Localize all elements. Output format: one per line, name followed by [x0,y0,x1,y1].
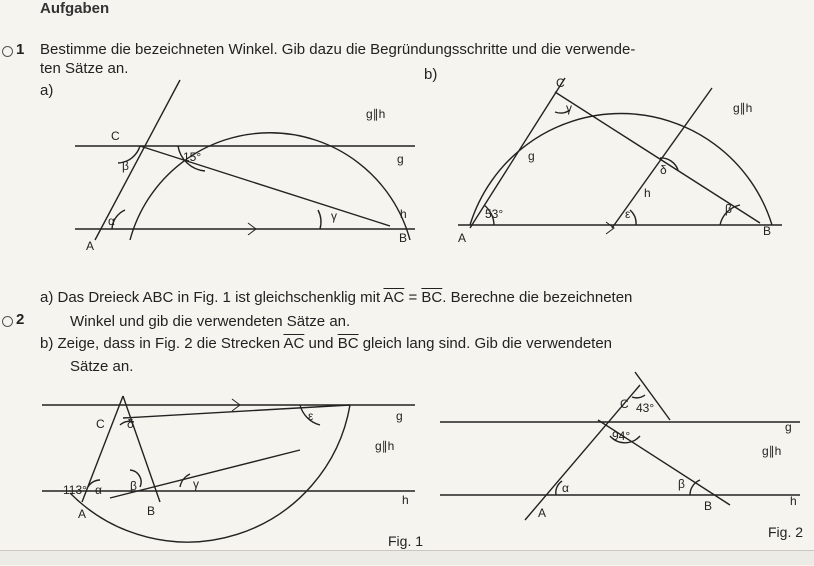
task-2b-and: und [308,335,334,352]
fig-a-arc-gamma [318,210,321,229]
fig-a-label-gamma: γ [331,209,337,223]
task-1-sub-a: a) [40,82,54,99]
fig-b-label-a: A [458,231,467,245]
figure-fig1-labels [63,409,409,521]
task-2b-line2: Sätze an. [70,358,134,375]
fig2-label-94: 94° [612,429,631,443]
fig2-label-alpha: α [562,481,569,495]
figure-1b-labels [458,76,771,245]
figure-fig2 [440,372,800,520]
task-1-text-line2: ten Sätze an. [40,60,129,77]
fig-a-label-b: B [399,231,408,245]
task-1-text-line1: Bestimme die bezeichneten Winkel. Gib dazu die Begründungsschritte und die verwende- [40,41,636,58]
segment-ac: $\overline{AC}$ [383,289,405,306]
segment-bc: $\overline{BC}$ [421,289,443,306]
fig2-label-c: C [620,397,629,411]
section-heading: Aufgaben [40,0,110,17]
equals-sign: = [408,289,418,306]
fig2-label-beta: β [678,477,685,491]
fig1-label-delta: δ [127,417,134,431]
fig-a-label-h: h [400,207,407,221]
fig-b-arc-eps [630,210,636,225]
fig2-label-43: 43° [636,401,655,415]
task-2b-prefix: b) Zeige, dass in Fig. 2 die Strecken [40,335,281,352]
task-1-sub-b: b) [424,66,438,83]
fig1-label-b: B [147,504,156,518]
fig2-label-g: g [785,420,792,434]
fig2-label-h: h [790,494,797,508]
fig-b-label-g: g [528,149,535,163]
task-2a-line2: Winkel und gib die verwendeten Sätze an. [70,313,351,330]
fig1-label-a: A [78,507,87,521]
segment-bc-b: $\overline{BC}$ [337,335,359,352]
fig1-label-h: h [402,493,409,507]
fig-b-label-h: h [644,186,651,200]
fig1-label-eps: ε [308,409,314,423]
fig2-arc-beta [690,480,700,495]
fig1-caption: Fig. 1 [388,533,424,549]
fig-b-label-gh: g∥h [733,101,753,115]
fig1-label-beta: β [130,479,137,493]
fig1-label-gh: g∥h [375,439,395,453]
fig2-label-gh: g∥h [762,444,782,458]
fig2-label-b: B [704,499,713,513]
fig2-arc-43 [632,395,645,398]
fig-a-label-g: g [397,152,404,166]
fig1-line-c-top [123,405,350,418]
fig1-label-c: C [96,417,105,431]
fig-a-label-c: C [111,129,120,143]
fig2-caption: Fig. 2 [768,524,804,540]
fig-a-label-alpha: α [108,214,115,228]
fig-b-label-c: C [556,76,565,90]
task-2-number: 2 [16,311,25,328]
fig-a-label-15: 15° [183,150,202,164]
fig-b-label-beta: β [725,202,732,216]
task-1-number: 1 [16,41,25,58]
fig1-label-113: 113° [63,483,87,497]
fig2-label-a: A [538,506,547,520]
fig-b-label-eps: ε [625,207,631,221]
fig-a-label-a: A [86,239,95,253]
fig-b-label-53: 53° [485,207,504,221]
fig-b-label-delta: δ [660,163,667,177]
fig-b-label-b: B [763,224,772,238]
task-2b-suffix: gleich lang sind. Gib die verwendeten [362,335,613,352]
page-bottom-edge [0,550,814,565]
fig-a-label-beta: β [122,159,129,173]
segment-ac-b: $\overline{AC}$ [283,335,305,352]
task-2a-suffix: . Berechne die bezeichneten [442,289,633,306]
fig1-label-gamma: γ [193,477,199,491]
fig-b-label-gamma: γ [566,101,572,115]
task-2a-prefix: a) Das Dreieck ABC in Fig. 1 ist gleichschenklig mit [40,289,381,306]
fig-a-semicircle [130,133,410,240]
fig-a-label-gh: g∥h [366,107,386,121]
fig1-label-g: g [396,409,403,423]
fig1-label-alpha: α [95,483,102,497]
